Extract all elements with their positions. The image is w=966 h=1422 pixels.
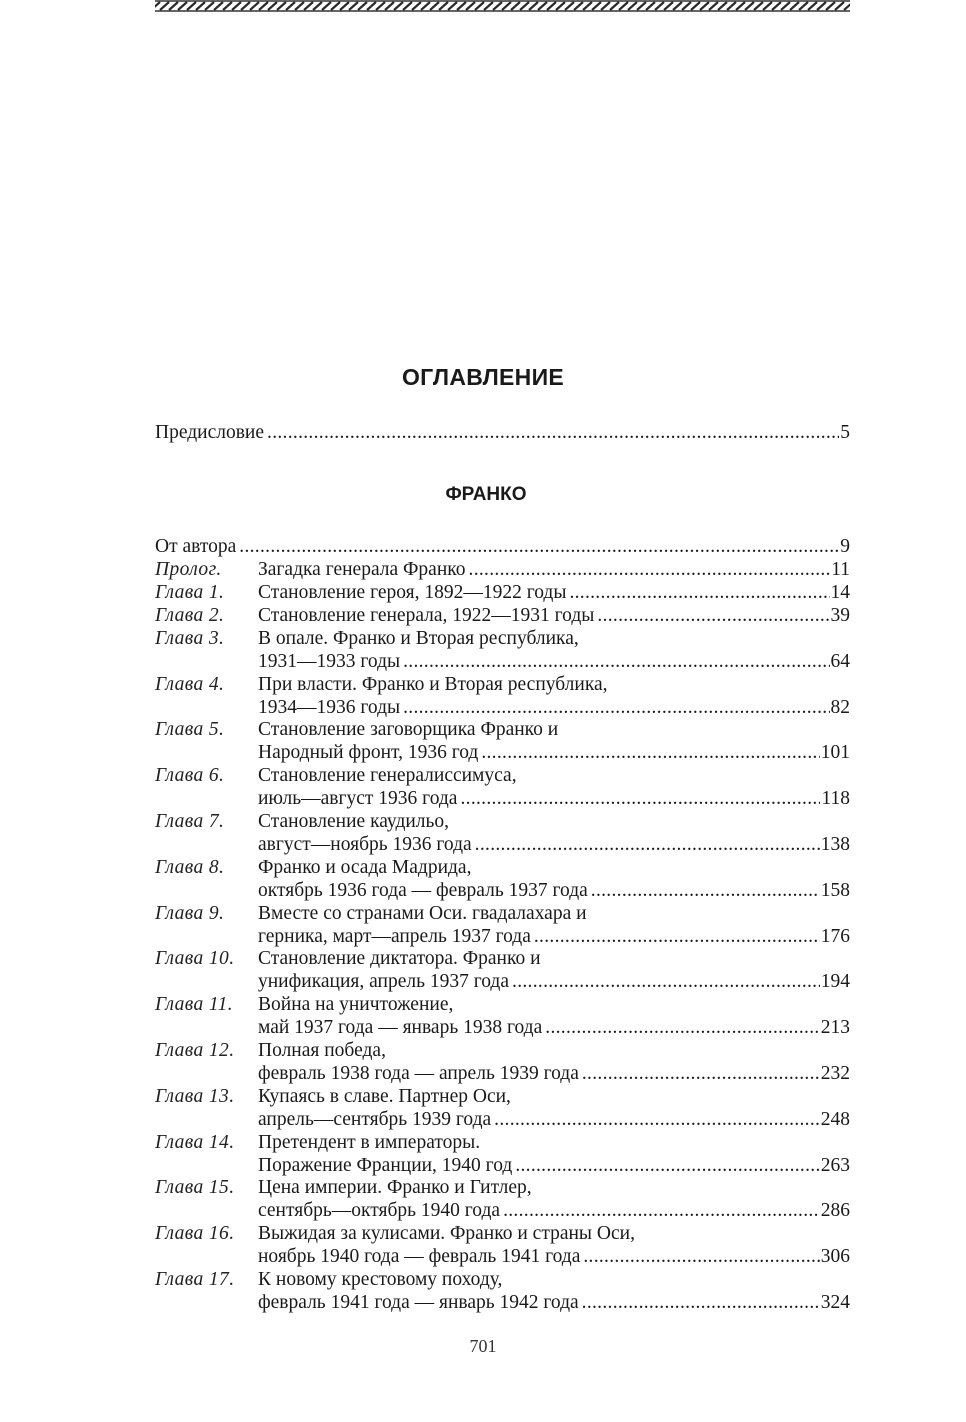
toc-entry-chapter-line[interactable] [155,1131,850,1155]
toc-entry-chapter[interactable] [155,741,850,765]
toc-entry-text: Становление заговорщика Франко и [258,719,559,741]
leader-dots [400,650,829,674]
toc-entry-text: май 1937 года — январь 1938 года [258,1017,543,1039]
toc-entry-chapter-line[interactable] [155,1039,850,1063]
toc-entry-chapter[interactable] [155,970,850,994]
toc-entry-text: август—ноябрь 1936 года [258,833,472,855]
toc-entry-text: Выжидая за кулисами. Франко и страны Оси, [258,1223,635,1245]
toc-entry-text: герника, март—апрель 1937 года [258,925,531,947]
toc-entry-text: апрель—сентябрь 1939 года [258,1108,492,1130]
toc-entry-chapter[interactable] [155,1016,850,1040]
toc-entry-text: 1931—1933 годы [258,650,401,672]
toc-entry-text: Становление генерала, 1922—1931 годы [258,604,595,626]
leader-dots [472,833,820,857]
page-number: 118 [821,788,850,810]
toc-entry-chapter[interactable] [155,581,850,605]
chapter-label: Глава 12. [155,1040,235,1061]
page-number: 232 [820,1062,850,1084]
leader-dots [580,1245,819,1269]
toc-entry-text: Купаясь в славе. Партнер Оси, [258,1085,511,1107]
page-number: 9 [840,536,850,557]
toc-entry-text: В опале. Франко и Вторая республика, [258,627,579,649]
leader-dots [491,1108,820,1132]
toc-entry-chapter-line[interactable] [155,673,850,697]
page-number: 5 [840,422,850,443]
chapter-label: Глава 13. [155,1085,235,1107]
toc-entry-prologue[interactable] [155,558,850,582]
page-number: 138 [820,833,850,855]
page-number: 176 [820,925,850,947]
toc-entry-chapter[interactable] [155,925,850,949]
leader-dots [264,421,839,445]
chapter-label: Глава 9. [155,902,225,924]
page-folio: 701 [469,1336,497,1356]
chapter-label: Глава 16. [155,1223,235,1245]
leader-dots [531,925,820,949]
toc-entry-chapter-line[interactable] [155,1085,850,1109]
toc-entry-chapter-line[interactable] [155,627,850,651]
toc-entry-chapter[interactable] [155,833,850,857]
page-number: 14 [830,582,850,603]
toc-entry-chapter[interactable] [155,1154,850,1178]
toc-entry-text: Поражение Франции, 1940 год [258,1154,513,1176]
page-number: 11 [831,559,850,580]
toc-entry-text: Становление каудильо, [258,811,450,832]
chapter-label: Глава 17. [155,1269,235,1290]
leader-dots [457,787,820,811]
toc-entry-text: Народный фронт, 1936 год [258,742,479,764]
toc-entry-chapter[interactable] [155,1245,850,1269]
toc-entry-text: июль—август 1936 года [258,788,458,810]
toc-entry-text: От автора [155,536,237,557]
toc-entry-text: ноябрь 1940 года — февраль 1941 года [258,1246,581,1268]
leader-dots [478,741,819,765]
chapter-label: Глава 1. [155,582,225,603]
toc-entry-text: февраль 1941 года — январь 1942 года [258,1291,579,1313]
chapter-label: Глава 2. [155,604,225,626]
toc-entry-chapter[interactable] [155,1291,850,1315]
page-number: 64 [830,650,850,672]
toc-entry-chapter-line[interactable] [155,993,850,1017]
toc-entry-chapter-line[interactable] [155,764,850,788]
page-number: 306 [820,1246,850,1268]
leader-dots [579,1291,820,1315]
toc-entry-text: Претендент в императоры. [258,1131,481,1153]
chapter-label: Глава 5. [155,719,225,741]
page-number: 101 [820,742,850,764]
toc-entry-text: Становление диктатора. Франко и [258,948,541,970]
page-number: 82 [830,696,850,718]
leader-dots [594,604,829,628]
section-title: ФРАНКО [445,484,527,505]
page-number: 213 [820,1017,850,1039]
leader-dots [542,1016,819,1040]
toc-entry-chapter-line[interactable] [155,947,850,971]
toc-entry-text: февраль 1938 года — апрель 1939 года [258,1062,579,1084]
toc-entry-chapter-line[interactable] [155,718,850,742]
toc-entry-chapter[interactable] [155,1199,850,1223]
page-number: 248 [820,1108,850,1130]
page-number: 194 [820,971,850,993]
toc-entry-text: сентябрь—октябрь 1940 года [258,1200,501,1222]
toc-entry-chapter[interactable] [155,1062,850,1086]
chapter-label: Глава 15. [155,1177,235,1199]
chapter-label: Пролог. [155,559,222,580]
toc-entry-chapter-line[interactable] [155,1268,850,1292]
chapter-label: Глава 14. [155,1131,235,1153]
page-number: 39 [830,604,850,626]
leader-dots [509,970,820,994]
toc-entry-from-author[interactable] [155,535,850,559]
toc-entry-chapter[interactable] [155,879,850,903]
toc-entry-chapter[interactable] [155,696,850,720]
leader-dots [400,696,829,720]
page-number: 324 [820,1291,850,1313]
chapter-label: Глава 11. [155,994,234,1016]
toc-entry-text: Война на уничтожение, [258,994,454,1016]
chapter-label: Глава 4. [155,673,225,695]
toc-entry-text: 1934—1936 годы [258,696,401,718]
chapter-label: Глава 10. [155,948,235,970]
page-number: 158 [820,879,850,901]
toc-entry-text: Вместе со странами Оси. гвадалахара и [258,902,587,924]
toc-entry-text: К новому крестовому походу, [258,1269,503,1290]
toc-entry-chapter[interactable] [155,787,850,811]
leader-dots [579,1062,820,1086]
toc-entry-chapter[interactable] [155,650,850,674]
leader-dots [236,535,839,559]
leader-dots [588,879,820,903]
toc-entry-preface[interactable] [155,421,850,445]
leader-dots [566,581,829,605]
toc-entry-text: Становление генералиссимуса, [258,765,517,787]
chapter-label: Глава 6. [155,765,225,787]
page-title: ОГЛАВЛЕНИЕ [401,364,565,390]
toc-entry-chapter-line[interactable] [155,1176,850,1200]
toc-entry-text: Предисловие [155,422,265,443]
chapter-label: Глава 8. [155,856,225,878]
chapter-label: Глава 3. [155,627,225,649]
toc-entry-chapter-line[interactable] [155,856,850,880]
page-number: 286 [820,1200,850,1222]
toc-entry-chapter-line[interactable] [155,902,850,926]
toc-entry-chapter-line[interactable] [155,1222,850,1246]
toc-entry-text: Цена империи. Франко и Гитлер, [258,1177,532,1199]
toc-entry-chapter-line[interactable] [155,810,850,834]
header-rope-ornament [155,0,850,12]
toc-entry-text: Становление героя, 1892—1922 годы [258,582,567,603]
toc-entry-text: октябрь 1936 года — февраль 1937 года [258,879,588,901]
toc-entry-chapter[interactable] [155,604,850,628]
toc-entry-chapter[interactable] [155,1108,850,1132]
leader-dots [466,558,831,582]
toc-entry-text: Загадка генерала Франко [258,559,466,580]
toc-entry-text: Полная победа, [258,1040,386,1061]
leader-dots [500,1199,820,1223]
chapter-label: Глава 7. [155,811,225,832]
toc-entry-text: унификация, апрель 1937 года [258,971,510,993]
toc-entry-text: При власти. Франко и Вторая республика, [258,673,608,695]
page-number: 263 [820,1154,850,1176]
toc-entry-text: Франко и осада Мадрида, [258,856,472,878]
leader-dots [512,1154,819,1178]
